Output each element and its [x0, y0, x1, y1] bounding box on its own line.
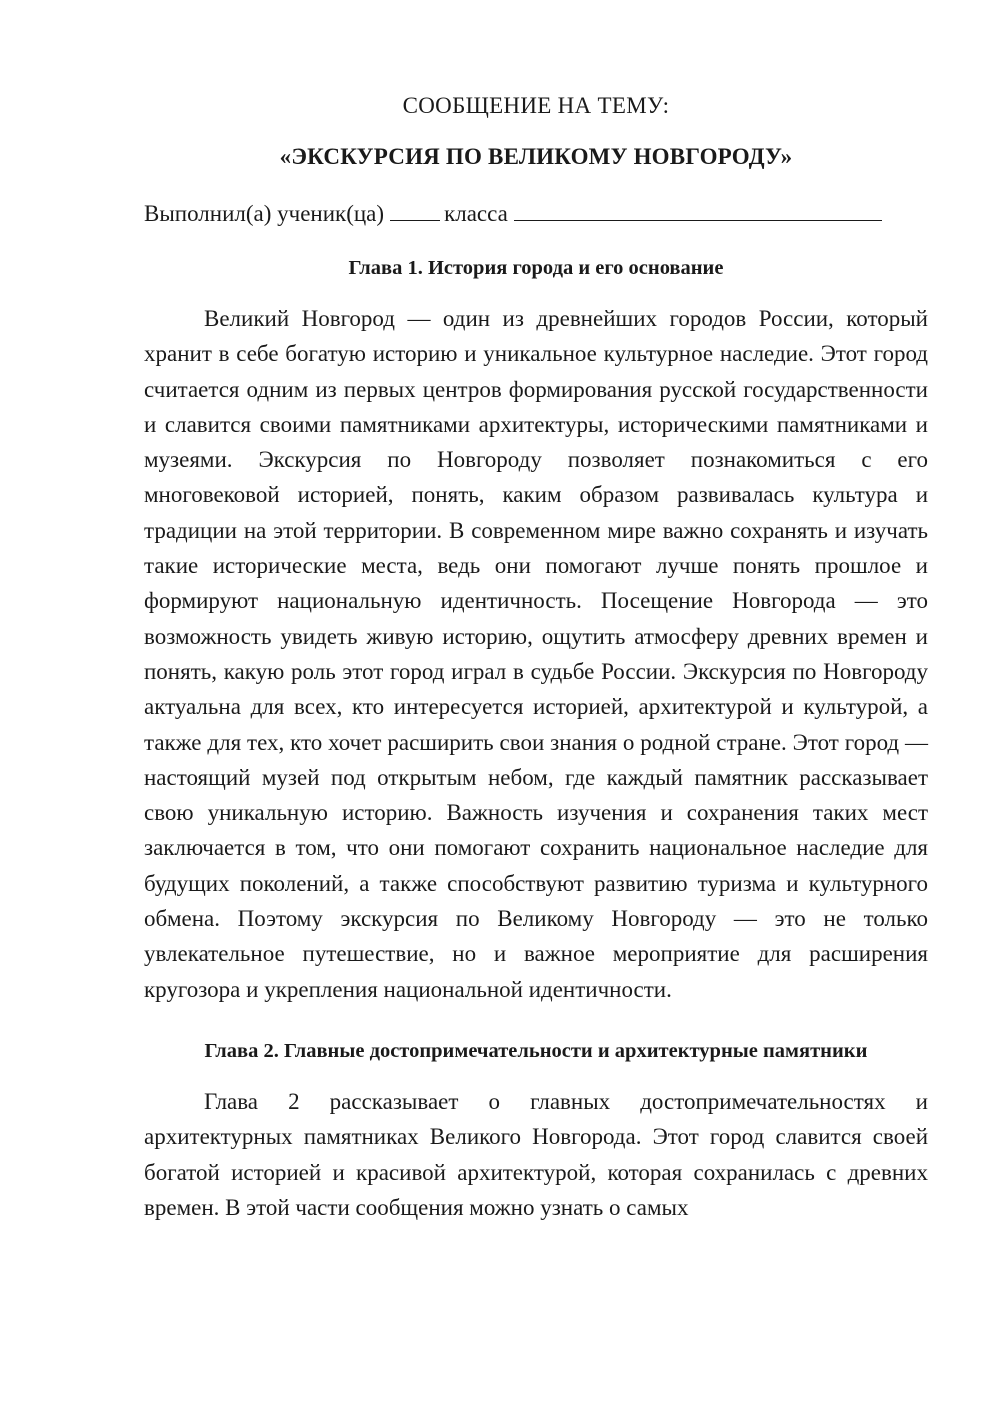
author-prefix: Выполнил(а) ученик(ца)	[144, 201, 385, 226]
chapter-1-paragraph: Великий Новгород — один из древнейших городов России, который хранит в себе богатую историю и уникальное культурное наследие. Этот город считается одним из первых центров формирования русской государственности и славится своими памятниками архитектуры, историческими памятниками и музеями. Экскурсия по Новгороду позволяет познакомиться с его многовековой историей, понять, каким образом развивалась культура и традиции на этой территории. В современном мире важно сохранять и изучать такие исторические места, ведь они помогают лучше понять прошлое и формируют национальную идентичность. Посещение Новгорода — это возможность увидеть живую историю, ощутить атмосферу древних времен и понять, какую роль этот город играл в судьбе России. Экскурсия по Новгороду актуальна для всех, кто интересуется историей, архитектурой и культурой, а также для тех, кто хочет расширить свои знания о родной стране. Этот город — настоящий музей под открытым небом, где каждый памятник рассказывает свою уникальную историю. Важность изучения и сохранения таких мест заключается в том, что они помогают сохранить национальное наследие для будущих поколений, а также способствуют развитию туризма и культурного обмена. Поэтому экскурсия по Великому Новгороду — это не только увлекательное путешествие, но и важное мероприятие для расширения кругозора и укрепления национальной идентичности.	[144, 306, 928, 1002]
chapter-1-heading: Глава 1. История города и его основание	[348, 257, 724, 279]
class-number-blank	[390, 198, 440, 221]
document-title-line-1: СООБЩЕНИЕ НА ТЕМУ:	[402, 93, 670, 118]
class-word: класса	[444, 201, 508, 226]
author-line	[144, 198, 928, 228]
chapter-2-heading: Глава 2. Главные достопримечательности и архитектурные памятники	[204, 1039, 868, 1062]
student-name-blank	[514, 198, 882, 221]
document-title-line-2: «ЭКСКУРСИЯ ПО ВЕЛИКОМУ НОВГОРОДУ»	[279, 144, 793, 169]
document-page	[144, 92, 928, 1225]
chapter-2-paragraph: Глава 2 рассказывает о главных достопримечательностях и архитектурных памятниках Великого Новгорода. Этот город славится своей богатой историей и красивой архитектурой, которая сохранилась с древних времен. В этой части сообщения можно узнать о самых	[144, 1088, 928, 1220]
